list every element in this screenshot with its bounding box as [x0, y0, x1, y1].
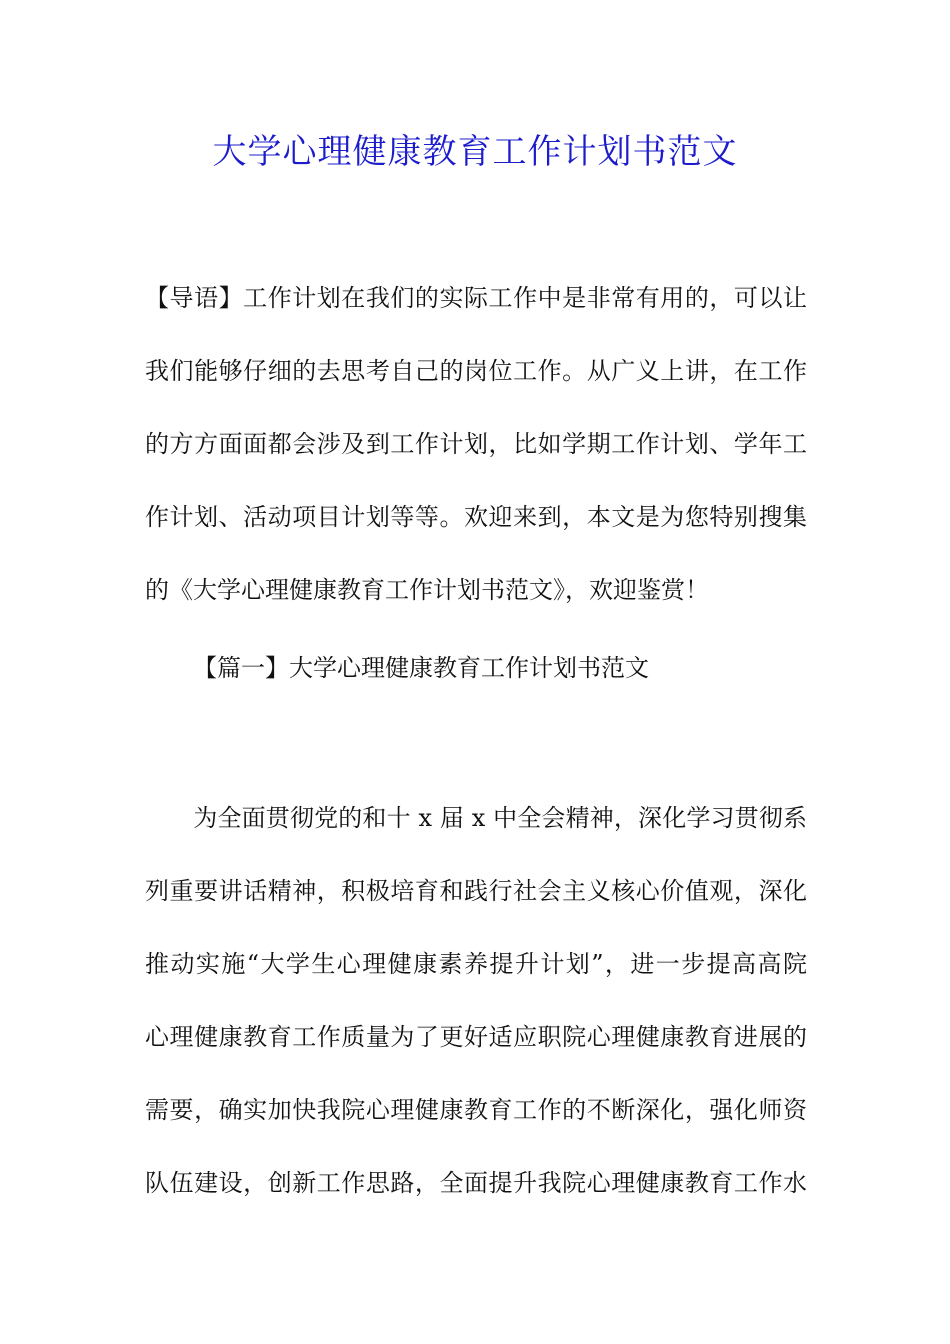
intro-line: 【导语】工作计划在我们的实际工作中是非常有用的，可以让: [145, 284, 807, 312]
intro-line: 作计划、活动项目计划等等。欢迎来到，本文是为您特别搜集: [145, 503, 807, 531]
body-paragraph: [145, 782, 807, 1220]
document-title: 大学心理健康教育工作计划书范文: [212, 132, 738, 172]
paragraph-line: 列重要讲话精神，积极培育和践行社会主义核心价值观，深化: [145, 877, 807, 905]
section-heading: 【篇一】大学心理健康教育工作计划书范文: [193, 654, 649, 682]
paragraph-line: 需要，确实加快我院心理健康教育工作的不断深化，强化师资: [145, 1096, 807, 1124]
intro-paragraph: [145, 262, 807, 627]
paragraph-line: 队伍建设，创新工作思路，全面提升我院心理健康教育工作水: [145, 1169, 807, 1197]
paragraph-line: 心理健康教育工作质量为了更好适应职院心理健康教育进展的: [145, 1023, 807, 1051]
intro-line: 的方方面面都会涉及到工作计划，比如学期工作计划、学年工: [145, 430, 807, 458]
intro-line: 的《大学心理健康教育工作计划书范文》，欢迎鉴赏！: [145, 576, 709, 604]
paragraph-line: 为全面贯彻党的和十 x 届 x 中全会精神，深化学习贯彻系: [145, 804, 807, 832]
paragraph-line: 推动实施“大学生心理健康素养提升计划”，进一步提高高院: [145, 950, 807, 978]
intro-line: 我们能够仔细的去思考自己的岗位工作。从广义上讲，在工作: [145, 357, 807, 385]
